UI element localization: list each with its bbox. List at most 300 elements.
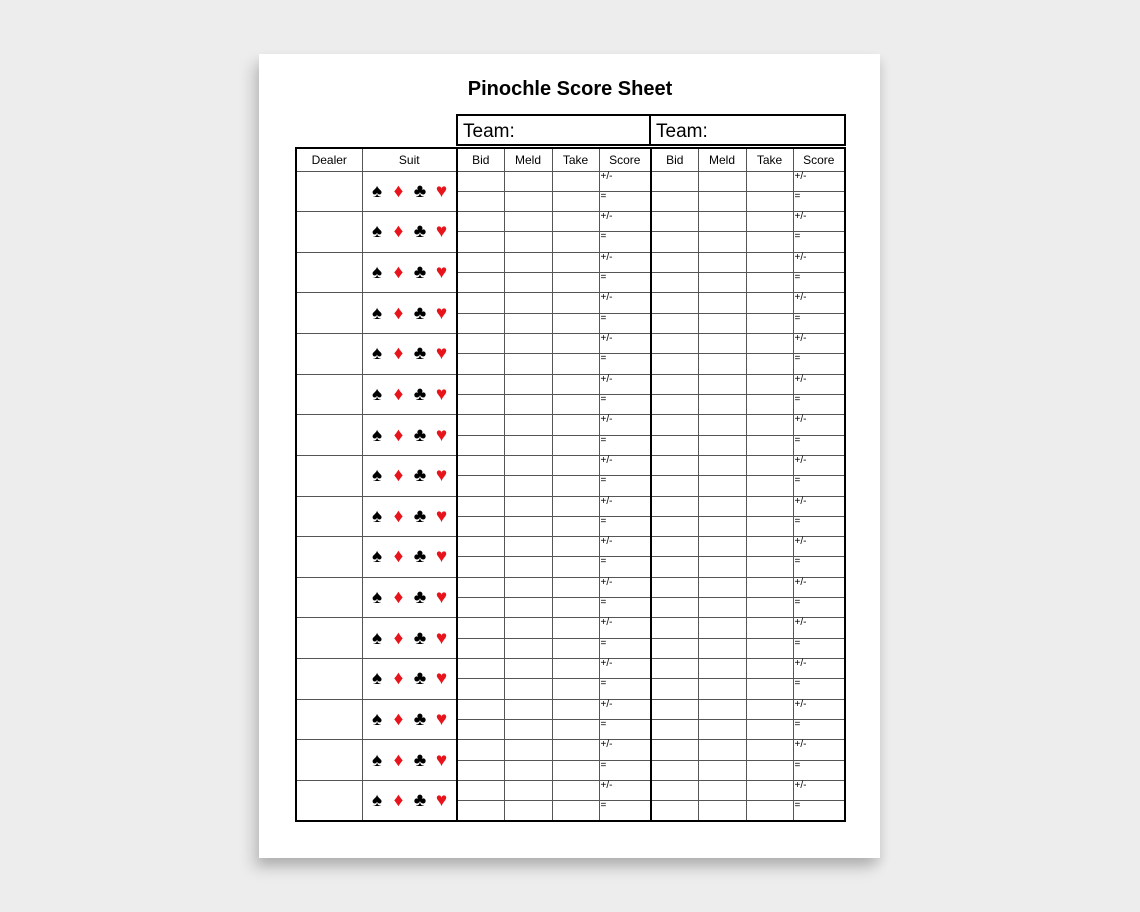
team-one-bid-cell[interactable]: [457, 191, 504, 211]
dealer-cell[interactable]: [296, 212, 362, 253]
club-icon[interactable]: ♣: [413, 708, 427, 730]
team-two-take-cell[interactable]: [746, 455, 793, 475]
team-one-meld-cell[interactable]: [504, 598, 552, 618]
diamond-icon[interactable]: ♦: [393, 668, 404, 690]
team-two-score-total-cell[interactable]: =: [793, 476, 845, 496]
team-one-meld-cell[interactable]: [504, 455, 552, 475]
team-two-meld-cell[interactable]: [698, 394, 746, 414]
suit-selector[interactable]: [362, 618, 457, 659]
team-one-score-total-cell[interactable]: =: [599, 719, 651, 739]
team-one-take-cell[interactable]: [552, 313, 599, 333]
heart-icon[interactable]: ♥: [435, 587, 448, 609]
club-icon[interactable]: ♣: [413, 302, 427, 324]
club-icon[interactable]: ♣: [413, 668, 427, 690]
team-two-take-cell[interactable]: [746, 699, 793, 719]
team-one-score-total-cell[interactable]: =: [599, 638, 651, 658]
team-two-take-cell[interactable]: [746, 740, 793, 760]
team-two-meld-cell[interactable]: [698, 780, 746, 800]
team-one-meld-cell[interactable]: [504, 496, 552, 516]
team-two-take-cell[interactable]: [746, 394, 793, 414]
team-two-bid-cell[interactable]: [651, 455, 698, 475]
team-two-take-cell[interactable]: [746, 476, 793, 496]
team-two-take-cell[interactable]: [746, 618, 793, 638]
club-icon[interactable]: ♣: [413, 546, 427, 568]
team-one-take-cell[interactable]: [552, 252, 599, 272]
team-two-score-total-cell[interactable]: =: [793, 394, 845, 414]
team-one-meld-cell[interactable]: [504, 252, 552, 272]
team-two-bid-cell[interactable]: [651, 252, 698, 272]
team-one-score-total-cell[interactable]: =: [599, 232, 651, 252]
team-one-take-cell[interactable]: [552, 212, 599, 232]
team-two-meld-cell[interactable]: [698, 374, 746, 394]
diamond-icon[interactable]: ♦: [393, 546, 404, 568]
team-one-bid-cell[interactable]: [457, 313, 504, 333]
team-one-take-cell[interactable]: [552, 374, 599, 394]
team-one-score-total-cell[interactable]: =: [599, 598, 651, 618]
team-one-meld-cell[interactable]: [504, 659, 552, 679]
team-two-score-adjust-cell[interactable]: +/-: [793, 699, 845, 719]
team-one-score-total-cell[interactable]: =: [599, 801, 651, 821]
diamond-icon[interactable]: ♦: [393, 627, 404, 649]
heart-icon[interactable]: ♥: [435, 302, 448, 324]
team-one-take-cell[interactable]: [552, 455, 599, 475]
team-one-score-total-cell[interactable]: =: [599, 557, 651, 577]
diamond-icon[interactable]: ♦: [393, 465, 404, 487]
diamond-icon[interactable]: ♦: [393, 708, 404, 730]
team-two-score-adjust-cell[interactable]: +/-: [793, 293, 845, 313]
team-two-bid-cell[interactable]: [651, 232, 698, 252]
team-two-meld-cell[interactable]: [698, 618, 746, 638]
team-two-bid-cell[interactable]: [651, 394, 698, 414]
team-two-meld-cell[interactable]: [698, 638, 746, 658]
team-two-meld-cell[interactable]: [698, 476, 746, 496]
team-two-score-adjust-cell[interactable]: +/-: [793, 171, 845, 191]
team-two-meld-cell[interactable]: [698, 273, 746, 293]
heart-icon[interactable]: ♥: [435, 424, 448, 446]
team-one-score-total-cell[interactable]: =: [599, 516, 651, 536]
club-icon[interactable]: ♣: [413, 789, 427, 811]
team-one-score-adjust-cell[interactable]: +/-: [599, 374, 651, 394]
team-two-meld-cell[interactable]: [698, 537, 746, 557]
team-one-bid-cell[interactable]: [457, 476, 504, 496]
team-two-bid-cell[interactable]: [651, 334, 698, 354]
diamond-icon[interactable]: ♦: [393, 587, 404, 609]
team-one-meld-cell[interactable]: [504, 638, 552, 658]
team-two-bid-cell[interactable]: [651, 171, 698, 191]
team-one-take-cell[interactable]: [552, 801, 599, 821]
heart-icon[interactable]: ♥: [435, 749, 448, 771]
club-icon[interactable]: ♣: [413, 383, 427, 405]
team-one-bid-cell[interactable]: [457, 780, 504, 800]
team-one-score-total-cell[interactable]: =: [599, 679, 651, 699]
team-two-take-cell[interactable]: [746, 557, 793, 577]
team-one-score-adjust-cell[interactable]: +/-: [599, 455, 651, 475]
team-two-score-total-cell[interactable]: =: [793, 354, 845, 374]
dealer-cell[interactable]: [296, 415, 362, 456]
team-two-meld-cell[interactable]: [698, 334, 746, 354]
team-one-score-adjust-cell[interactable]: +/-: [599, 780, 651, 800]
team-one-take-cell[interactable]: [552, 476, 599, 496]
team-two-bid-cell[interactable]: [651, 313, 698, 333]
dealer-cell[interactable]: [296, 455, 362, 496]
team-one-bid-cell[interactable]: [457, 598, 504, 618]
team-two-take-cell[interactable]: [746, 334, 793, 354]
team-two-bid-cell[interactable]: [651, 191, 698, 211]
suit-selector[interactable]: [362, 252, 457, 293]
spade-icon[interactable]: ♠: [371, 465, 383, 487]
team-two-meld-cell[interactable]: [698, 679, 746, 699]
club-icon[interactable]: ♣: [413, 424, 427, 446]
team-two-score-adjust-cell[interactable]: +/-: [793, 780, 845, 800]
dealer-cell[interactable]: [296, 659, 362, 700]
spade-icon[interactable]: ♠: [371, 343, 383, 365]
team-one-score-adjust-cell[interactable]: +/-: [599, 334, 651, 354]
team-two-score-adjust-cell[interactable]: +/-: [793, 334, 845, 354]
dealer-cell[interactable]: [296, 618, 362, 659]
team-one-meld-cell[interactable]: [504, 618, 552, 638]
team-one-score-adjust-cell[interactable]: +/-: [599, 537, 651, 557]
suit-selector[interactable]: [362, 780, 457, 821]
team-two-bid-cell[interactable]: [651, 618, 698, 638]
diamond-icon[interactable]: ♦: [393, 789, 404, 811]
team-one-bid-cell[interactable]: [457, 577, 504, 597]
team-two-score-total-cell[interactable]: =: [793, 232, 845, 252]
team-two-take-cell[interactable]: [746, 496, 793, 516]
team-one-take-cell[interactable]: [552, 293, 599, 313]
team-two-bid-cell[interactable]: [651, 273, 698, 293]
suit-selector[interactable]: [362, 740, 457, 781]
team-one-score-adjust-cell[interactable]: +/-: [599, 252, 651, 272]
suit-selector[interactable]: [362, 577, 457, 618]
team-one-meld-cell[interactable]: [504, 394, 552, 414]
heart-icon[interactable]: ♥: [435, 465, 448, 487]
team-two-bid-cell[interactable]: [651, 598, 698, 618]
team-one-meld-cell[interactable]: [504, 557, 552, 577]
team-one-take-cell[interactable]: [552, 496, 599, 516]
team-one-meld-cell[interactable]: [504, 780, 552, 800]
team-one-meld-cell[interactable]: [504, 191, 552, 211]
team-one-take-cell[interactable]: [552, 394, 599, 414]
team-one-meld-cell[interactable]: [504, 212, 552, 232]
diamond-icon[interactable]: ♦: [393, 302, 404, 324]
club-icon[interactable]: ♣: [413, 505, 427, 527]
team-one-bid-cell[interactable]: [457, 659, 504, 679]
team-one-meld-cell[interactable]: [504, 374, 552, 394]
team-one-bid-cell[interactable]: [457, 801, 504, 821]
team-two-meld-cell[interactable]: [698, 496, 746, 516]
team-one-take-cell[interactable]: [552, 577, 599, 597]
diamond-icon[interactable]: ♦: [393, 221, 404, 243]
dealer-cell[interactable]: [296, 496, 362, 537]
spade-icon[interactable]: ♠: [371, 383, 383, 405]
team-one-bid-cell[interactable]: [457, 232, 504, 252]
team-two-meld-cell[interactable]: [698, 801, 746, 821]
team-one-meld-cell[interactable]: [504, 415, 552, 435]
team-one-take-cell[interactable]: [552, 719, 599, 739]
team-two-bid-cell[interactable]: [651, 293, 698, 313]
spade-icon[interactable]: ♠: [371, 221, 383, 243]
team-two-meld-cell[interactable]: [698, 455, 746, 475]
team-one-meld-cell[interactable]: [504, 171, 552, 191]
team-one-bid-cell[interactable]: [457, 435, 504, 455]
suit-selector[interactable]: [362, 537, 457, 578]
spade-icon[interactable]: ♠: [371, 180, 383, 202]
team-two-take-cell[interactable]: [746, 191, 793, 211]
heart-icon[interactable]: ♥: [435, 180, 448, 202]
spade-icon[interactable]: ♠: [371, 789, 383, 811]
team-two-bid-cell[interactable]: [651, 374, 698, 394]
team-two-meld-cell[interactable]: [698, 760, 746, 780]
team-two-take-cell[interactable]: [746, 313, 793, 333]
team-two-score-total-cell[interactable]: =: [793, 719, 845, 739]
dealer-cell[interactable]: [296, 334, 362, 375]
team-two-take-cell[interactable]: [746, 760, 793, 780]
team-two-take-cell[interactable]: [746, 232, 793, 252]
suit-selector[interactable]: [362, 496, 457, 537]
team-one-bid-cell[interactable]: [457, 679, 504, 699]
team-two-score-total-cell[interactable]: =: [793, 801, 845, 821]
team-one-score-total-cell[interactable]: =: [599, 313, 651, 333]
team-one-meld-cell[interactable]: [504, 577, 552, 597]
team-two-bid-cell[interactable]: [651, 801, 698, 821]
team-two-take-cell[interactable]: [746, 801, 793, 821]
team-two-score-adjust-cell[interactable]: +/-: [793, 415, 845, 435]
spade-icon[interactable]: ♠: [371, 505, 383, 527]
team-one-take-cell[interactable]: [552, 354, 599, 374]
spade-icon[interactable]: ♠: [371, 749, 383, 771]
team-two-bid-cell[interactable]: [651, 476, 698, 496]
team-one-take-cell[interactable]: [552, 537, 599, 557]
team-two-meld-cell[interactable]: [698, 516, 746, 536]
team-two-bid-cell[interactable]: [651, 659, 698, 679]
spade-icon[interactable]: ♠: [371, 587, 383, 609]
suit-selector[interactable]: [362, 171, 457, 212]
team-two-bid-cell[interactable]: [651, 516, 698, 536]
dealer-cell[interactable]: [296, 293, 362, 334]
team-two-bid-cell[interactable]: [651, 415, 698, 435]
team-one-meld-cell[interactable]: [504, 354, 552, 374]
team-one-score-adjust-cell[interactable]: +/-: [599, 659, 651, 679]
diamond-icon[interactable]: ♦: [393, 262, 404, 284]
team-two-bid-cell[interactable]: [651, 354, 698, 374]
team-two-take-cell[interactable]: [746, 273, 793, 293]
suit-selector[interactable]: [362, 699, 457, 740]
suit-selector[interactable]: [362, 212, 457, 253]
team-two-meld-cell[interactable]: [698, 293, 746, 313]
team-one-bid-cell[interactable]: [457, 557, 504, 577]
team-one-take-cell[interactable]: [552, 618, 599, 638]
spade-icon[interactable]: ♠: [371, 708, 383, 730]
team-one-meld-cell[interactable]: [504, 313, 552, 333]
team-two-score-total-cell[interactable]: =: [793, 191, 845, 211]
suit-selector[interactable]: [362, 334, 457, 375]
team-two-take-cell[interactable]: [746, 577, 793, 597]
dealer-cell[interactable]: [296, 699, 362, 740]
team-one-take-cell[interactable]: [552, 435, 599, 455]
team-one-score-total-cell[interactable]: =: [599, 476, 651, 496]
team-two-bid-cell[interactable]: [651, 638, 698, 658]
team-one-bid-cell[interactable]: [457, 252, 504, 272]
team-one-take-cell[interactable]: [552, 699, 599, 719]
team-one-take-cell[interactable]: [552, 232, 599, 252]
team-two-meld-cell[interactable]: [698, 740, 746, 760]
spade-icon[interactable]: ♠: [371, 668, 383, 690]
spade-icon[interactable]: ♠: [371, 302, 383, 324]
dealer-cell[interactable]: [296, 374, 362, 415]
club-icon[interactable]: ♣: [413, 221, 427, 243]
team-two-bid-cell[interactable]: [651, 537, 698, 557]
team-two-score-total-cell[interactable]: =: [793, 598, 845, 618]
team-one-bid-cell[interactable]: [457, 354, 504, 374]
team-two-take-cell[interactable]: [746, 171, 793, 191]
team-one-bid-cell[interactable]: [457, 171, 504, 191]
team-one-meld-cell[interactable]: [504, 435, 552, 455]
team-two-meld-cell[interactable]: [698, 577, 746, 597]
team-one-take-cell[interactable]: [552, 415, 599, 435]
team-one-score-adjust-cell[interactable]: +/-: [599, 496, 651, 516]
club-icon[interactable]: ♣: [413, 262, 427, 284]
heart-icon[interactable]: ♥: [435, 627, 448, 649]
team-one-score-adjust-cell[interactable]: +/-: [599, 212, 651, 232]
team-one-score-adjust-cell[interactable]: +/-: [599, 740, 651, 760]
team-two-bid-cell[interactable]: [651, 557, 698, 577]
team-one-score-adjust-cell[interactable]: +/-: [599, 293, 651, 313]
team-two-meld-cell[interactable]: [698, 313, 746, 333]
team-two-bid-cell[interactable]: [651, 212, 698, 232]
team-one-bid-cell[interactable]: [457, 394, 504, 414]
dealer-cell[interactable]: [296, 537, 362, 578]
heart-icon[interactable]: ♥: [435, 383, 448, 405]
team-one-take-cell[interactable]: [552, 638, 599, 658]
team-one-meld-cell[interactable]: [504, 801, 552, 821]
heart-icon[interactable]: ♥: [435, 221, 448, 243]
team-one-take-cell[interactable]: [552, 273, 599, 293]
team-one-take-cell[interactable]: [552, 171, 599, 191]
team-two-label[interactable]: Team:: [649, 114, 846, 146]
team-one-score-total-cell[interactable]: =: [599, 394, 651, 414]
team-two-meld-cell[interactable]: [698, 598, 746, 618]
team-two-meld-cell[interactable]: [698, 191, 746, 211]
team-one-meld-cell[interactable]: [504, 719, 552, 739]
team-one-score-total-cell[interactable]: =: [599, 273, 651, 293]
team-two-score-total-cell[interactable]: =: [793, 435, 845, 455]
team-two-meld-cell[interactable]: [698, 659, 746, 679]
club-icon[interactable]: ♣: [413, 627, 427, 649]
team-one-bid-cell[interactable]: [457, 760, 504, 780]
team-two-score-total-cell[interactable]: =: [793, 273, 845, 293]
team-one-score-total-cell[interactable]: =: [599, 191, 651, 211]
team-two-take-cell[interactable]: [746, 516, 793, 536]
suit-selector[interactable]: [362, 293, 457, 334]
team-one-meld-cell[interactable]: [504, 334, 552, 354]
team-one-bid-cell[interactable]: [457, 374, 504, 394]
team-one-take-cell[interactable]: [552, 659, 599, 679]
team-two-meld-cell[interactable]: [698, 212, 746, 232]
team-two-score-adjust-cell[interactable]: +/-: [793, 496, 845, 516]
team-two-score-adjust-cell[interactable]: +/-: [793, 659, 845, 679]
suit-selector[interactable]: [362, 659, 457, 700]
spade-icon[interactable]: ♠: [371, 262, 383, 284]
team-one-take-cell[interactable]: [552, 760, 599, 780]
team-one-score-adjust-cell[interactable]: +/-: [599, 415, 651, 435]
team-two-take-cell[interactable]: [746, 293, 793, 313]
team-two-score-adjust-cell[interactable]: +/-: [793, 537, 845, 557]
club-icon[interactable]: ♣: [413, 749, 427, 771]
club-icon[interactable]: ♣: [413, 180, 427, 202]
team-two-bid-cell[interactable]: [651, 780, 698, 800]
team-one-bid-cell[interactable]: [457, 719, 504, 739]
team-two-score-adjust-cell[interactable]: +/-: [793, 212, 845, 232]
heart-icon[interactable]: ♥: [435, 505, 448, 527]
team-one-bid-cell[interactable]: [457, 618, 504, 638]
team-two-bid-cell[interactable]: [651, 435, 698, 455]
team-one-meld-cell[interactable]: [504, 232, 552, 252]
team-one-score-total-cell[interactable]: =: [599, 435, 651, 455]
team-one-bid-cell[interactable]: [457, 516, 504, 536]
team-one-take-cell[interactable]: [552, 598, 599, 618]
team-one-take-cell[interactable]: [552, 516, 599, 536]
team-two-meld-cell[interactable]: [698, 171, 746, 191]
team-one-score-adjust-cell[interactable]: +/-: [599, 699, 651, 719]
team-one-meld-cell[interactable]: [504, 293, 552, 313]
team-two-take-cell[interactable]: [746, 212, 793, 232]
team-two-take-cell[interactable]: [746, 537, 793, 557]
team-one-bid-cell[interactable]: [457, 212, 504, 232]
team-two-take-cell[interactable]: [746, 638, 793, 658]
diamond-icon[interactable]: ♦: [393, 383, 404, 405]
suit-selector[interactable]: [362, 415, 457, 456]
team-one-bid-cell[interactable]: [457, 740, 504, 760]
team-one-take-cell[interactable]: [552, 334, 599, 354]
diamond-icon[interactable]: ♦: [393, 343, 404, 365]
team-one-bid-cell[interactable]: [457, 537, 504, 557]
heart-icon[interactable]: ♥: [435, 546, 448, 568]
team-two-bid-cell[interactable]: [651, 699, 698, 719]
team-two-take-cell[interactable]: [746, 415, 793, 435]
team-one-score-total-cell[interactable]: =: [599, 354, 651, 374]
team-two-score-adjust-cell[interactable]: +/-: [793, 374, 845, 394]
heart-icon[interactable]: ♥: [435, 343, 448, 365]
dealer-cell[interactable]: [296, 252, 362, 293]
team-two-take-cell[interactable]: [746, 719, 793, 739]
team-two-take-cell[interactable]: [746, 252, 793, 272]
team-one-meld-cell[interactable]: [504, 679, 552, 699]
team-two-score-total-cell[interactable]: =: [793, 638, 845, 658]
suit-selector[interactable]: [362, 455, 457, 496]
diamond-icon[interactable]: ♦: [393, 424, 404, 446]
team-two-meld-cell[interactable]: [698, 415, 746, 435]
team-two-bid-cell[interactable]: [651, 577, 698, 597]
team-two-take-cell[interactable]: [746, 780, 793, 800]
team-two-meld-cell[interactable]: [698, 435, 746, 455]
team-two-take-cell[interactable]: [746, 659, 793, 679]
dealer-cell[interactable]: [296, 577, 362, 618]
team-one-bid-cell[interactable]: [457, 699, 504, 719]
team-two-take-cell[interactable]: [746, 354, 793, 374]
team-one-bid-cell[interactable]: [457, 496, 504, 516]
heart-icon[interactable]: ♥: [435, 789, 448, 811]
team-one-score-adjust-cell[interactable]: +/-: [599, 171, 651, 191]
team-two-score-adjust-cell[interactable]: +/-: [793, 618, 845, 638]
team-one-meld-cell[interactable]: [504, 516, 552, 536]
team-two-score-adjust-cell[interactable]: +/-: [793, 577, 845, 597]
dealer-cell[interactable]: [296, 740, 362, 781]
team-two-bid-cell[interactable]: [651, 679, 698, 699]
team-one-take-cell[interactable]: [552, 780, 599, 800]
team-two-meld-cell[interactable]: [698, 354, 746, 374]
team-two-meld-cell[interactable]: [698, 719, 746, 739]
heart-icon[interactable]: ♥: [435, 708, 448, 730]
